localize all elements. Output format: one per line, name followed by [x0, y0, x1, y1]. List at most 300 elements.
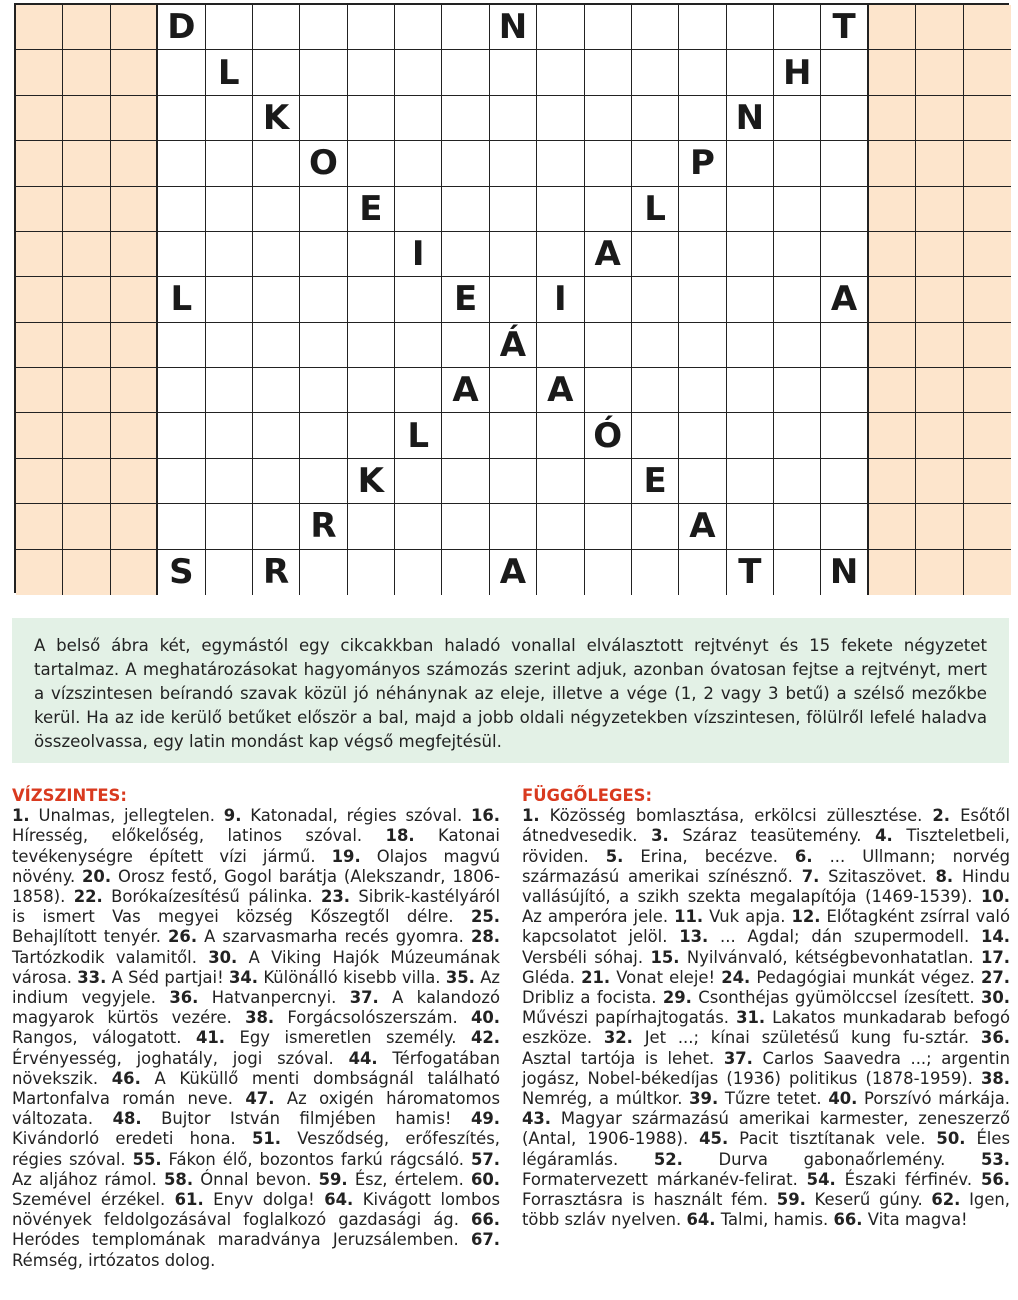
grid-cell[interactable]	[158, 141, 205, 186]
grid-cell[interactable]	[158, 50, 205, 95]
grid-cell[interactable]	[679, 550, 726, 595]
grid-cell[interactable]	[300, 187, 347, 232]
side-cell[interactable]	[964, 232, 1011, 277]
grid-cell[interactable]	[679, 413, 726, 458]
grid-cell[interactable]	[206, 232, 253, 277]
grid-cell[interactable]	[348, 232, 395, 277]
grid-cell[interactable]	[253, 232, 300, 277]
grid-cell[interactable]	[774, 504, 821, 549]
grid-cell[interactable]	[490, 413, 537, 458]
grid-cell[interactable]	[679, 277, 726, 322]
grid-cell[interactable]	[442, 504, 489, 549]
grid-cell[interactable]	[727, 187, 774, 232]
grid-cell[interactable]	[679, 50, 726, 95]
grid-cell[interactable]	[395, 459, 442, 504]
grid-cell[interactable]	[727, 141, 774, 186]
grid-cell[interactable]	[395, 187, 442, 232]
side-cell[interactable]	[916, 277, 963, 322]
clue-number: 21.	[581, 967, 611, 987]
grid-cell[interactable]	[821, 187, 868, 232]
grid-cell[interactable]	[158, 459, 205, 504]
grid-cell[interactable]	[537, 232, 584, 277]
grid-cell[interactable]	[253, 459, 300, 504]
grid-cell[interactable]	[679, 368, 726, 413]
grid-cell[interactable]	[537, 413, 584, 458]
grid-cell[interactable]: T	[821, 5, 868, 50]
side-cell[interactable]	[916, 232, 963, 277]
grid-cell[interactable]	[821, 323, 868, 368]
grid-cell[interactable]	[206, 504, 253, 549]
grid-cell[interactable]: H	[774, 50, 821, 95]
grid-cell[interactable]	[206, 368, 253, 413]
grid-cell[interactable]	[490, 141, 537, 186]
clue-number: 17.	[980, 947, 1011, 967]
side-cell[interactable]	[916, 368, 963, 413]
side-cell[interactable]	[63, 141, 110, 186]
side-cell[interactable]	[964, 96, 1011, 141]
grid-cell[interactable]	[300, 232, 347, 277]
grid-cell[interactable]	[300, 413, 347, 458]
side-cell[interactable]	[916, 96, 963, 141]
grid-cell[interactable]	[537, 50, 584, 95]
side-cell[interactable]	[916, 459, 963, 504]
grid-cell[interactable]: D	[158, 5, 205, 50]
grid-cell[interactable]: N	[821, 550, 868, 595]
grid-cell[interactable]	[679, 232, 726, 277]
side-cell[interactable]	[964, 504, 1011, 549]
side-cell[interactable]	[964, 459, 1011, 504]
grid-cell[interactable]	[537, 323, 584, 368]
grid-cell[interactable]: A	[442, 368, 489, 413]
side-cell[interactable]	[111, 459, 158, 504]
clue-number: 37.	[723, 1048, 753, 1068]
clue-text: Kivándorló eredeti hona.	[12, 1129, 236, 1149]
grid-cell[interactable]	[679, 5, 726, 50]
side-cell[interactable]	[16, 459, 63, 504]
grid-cell[interactable]	[632, 504, 679, 549]
grid-cell[interactable]	[442, 5, 489, 50]
side-cell[interactable]	[63, 187, 110, 232]
side-cell[interactable]	[111, 5, 158, 50]
side-cell[interactable]	[869, 232, 916, 277]
side-cell[interactable]	[869, 459, 916, 504]
grid-cell[interactable]	[442, 141, 489, 186]
side-cell[interactable]	[16, 277, 63, 322]
side-cell[interactable]	[63, 550, 110, 595]
side-cell[interactable]	[16, 50, 63, 95]
grid-cell[interactable]: A	[490, 550, 537, 595]
grid-cell[interactable]	[348, 413, 395, 458]
grid-cell[interactable]	[679, 459, 726, 504]
side-cell[interactable]	[63, 5, 110, 50]
side-cell[interactable]	[869, 96, 916, 141]
grid-cell[interactable]	[632, 368, 679, 413]
grid-cell[interactable]	[253, 413, 300, 458]
grid-cell[interactable]	[442, 50, 489, 95]
clue	[604, 1028, 969, 1047]
side-cell[interactable]	[16, 141, 63, 186]
side-cell[interactable]	[869, 5, 916, 50]
side-cell[interactable]	[111, 96, 158, 141]
grid-cell[interactable]	[490, 50, 537, 95]
grid-cell[interactable]	[442, 232, 489, 277]
clue-text: Vonat eleje!	[616, 967, 716, 987]
side-cell[interactable]	[916, 5, 963, 50]
grid-cell[interactable]: I	[395, 232, 442, 277]
grid-cell[interactable]	[490, 277, 537, 322]
grid-cell[interactable]: Á	[490, 323, 537, 368]
grid-cell[interactable]	[253, 277, 300, 322]
grid-cell[interactable]	[253, 368, 300, 413]
grid-cell[interactable]	[537, 141, 584, 186]
grid-cell[interactable]	[537, 459, 584, 504]
grid-cell[interactable]	[727, 323, 774, 368]
grid-cell[interactable]: A	[679, 504, 726, 549]
grid-cell[interactable]	[632, 550, 679, 595]
side-cell[interactable]	[111, 232, 158, 277]
side-cell[interactable]	[16, 323, 63, 368]
grid-cell[interactable]	[300, 50, 347, 95]
grid-cell[interactable]	[206, 5, 253, 50]
grid-cell[interactable]	[821, 413, 868, 458]
clue-text: Formatervezett márkanév-felirat.	[522, 1169, 798, 1189]
grid-cell[interactable]	[253, 323, 300, 368]
grid-cell[interactable]	[253, 504, 300, 549]
grid-cell[interactable]	[632, 96, 679, 141]
grid-cell[interactable]	[348, 141, 395, 186]
side-cell[interactable]	[964, 277, 1011, 322]
grid-cell[interactable]: A	[585, 232, 632, 277]
grid-cell[interactable]	[300, 550, 347, 595]
grid-cell[interactable]: R	[300, 504, 347, 549]
grid-cell[interactable]	[158, 187, 205, 232]
grid-cell[interactable]	[632, 323, 679, 368]
side-cell[interactable]	[964, 50, 1011, 95]
grid-cell[interactable]: L	[158, 277, 205, 322]
side-cell[interactable]	[63, 50, 110, 95]
grid-cell[interactable]	[585, 5, 632, 50]
grid-cell[interactable]	[442, 187, 489, 232]
side-cell[interactable]	[111, 550, 158, 595]
grid-cell[interactable]	[632, 413, 679, 458]
side-cell[interactable]	[869, 187, 916, 232]
side-cell[interactable]	[916, 141, 963, 186]
side-cell[interactable]	[63, 277, 110, 322]
grid-cell[interactable]	[395, 96, 442, 141]
grid-cell[interactable]	[206, 323, 253, 368]
grid-cell[interactable]	[442, 96, 489, 141]
clue-text: Tűzre tetet.	[724, 1089, 822, 1109]
side-cell[interactable]	[869, 368, 916, 413]
side-cell[interactable]	[16, 550, 63, 595]
grid-cell[interactable]	[774, 459, 821, 504]
side-cell[interactable]	[916, 187, 963, 232]
grid-cell[interactable]: O	[300, 141, 347, 186]
grid-cell[interactable]	[348, 96, 395, 141]
grid-cell[interactable]	[821, 459, 868, 504]
side-cell[interactable]	[63, 323, 110, 368]
grid-cell[interactable]	[253, 187, 300, 232]
side-cell[interactable]	[111, 277, 158, 322]
grid-cell[interactable]	[727, 50, 774, 95]
side-cell[interactable]	[916, 50, 963, 95]
side-cell[interactable]	[16, 187, 63, 232]
grid-cell[interactable]	[632, 232, 679, 277]
grid-cell[interactable]	[727, 277, 774, 322]
clue	[663, 988, 975, 1007]
grid-cell[interactable]	[727, 504, 774, 549]
grid-cell[interactable]	[490, 232, 537, 277]
grid-cell[interactable]	[348, 504, 395, 549]
clue-number: 34.	[228, 967, 259, 987]
clue-text: Bujtor István filmjében hamis!	[161, 1109, 452, 1129]
grid-cell[interactable]: P	[679, 141, 726, 186]
clue-number: 16.	[470, 806, 501, 826]
side-cell[interactable]	[964, 550, 1011, 595]
grid-cell[interactable]	[395, 368, 442, 413]
grid-cell[interactable]	[253, 50, 300, 95]
grid-cell[interactable]	[632, 50, 679, 95]
grid-cell[interactable]	[206, 550, 253, 595]
grid-cell[interactable]	[585, 187, 632, 232]
grid-cell[interactable]	[348, 50, 395, 95]
side-cell[interactable]	[869, 50, 916, 95]
clue-text: Az aljához rámol.	[12, 1169, 157, 1189]
grid-cell[interactable]	[679, 187, 726, 232]
side-cell[interactable]	[16, 232, 63, 277]
side-cell[interactable]	[63, 504, 110, 549]
grid-cell[interactable]: K	[348, 459, 395, 504]
side-cell[interactable]	[63, 96, 110, 141]
grid-cell[interactable]	[490, 187, 537, 232]
grid-cell[interactable]	[206, 459, 253, 504]
side-cell[interactable]	[964, 413, 1011, 458]
grid-cell[interactable]	[395, 50, 442, 95]
grid-cell[interactable]	[300, 277, 347, 322]
grid-cell[interactable]	[821, 504, 868, 549]
grid-cell[interactable]	[490, 504, 537, 549]
side-cell[interactable]	[63, 232, 110, 277]
grid-cell[interactable]	[774, 5, 821, 50]
grid-cell[interactable]: K	[253, 96, 300, 141]
side-cell[interactable]	[869, 141, 916, 186]
grid-cell[interactable]: T	[727, 550, 774, 595]
side-cell[interactable]	[964, 323, 1011, 368]
side-cell[interactable]	[63, 459, 110, 504]
grid-cell[interactable]	[774, 323, 821, 368]
grid-cell[interactable]	[585, 323, 632, 368]
side-cell[interactable]	[964, 5, 1011, 50]
side-cell[interactable]	[869, 323, 916, 368]
side-cell[interactable]	[869, 550, 916, 595]
grid-cell[interactable]: E	[632, 459, 679, 504]
side-cell[interactable]	[16, 504, 63, 549]
grid-cell[interactable]	[253, 141, 300, 186]
grid-cell[interactable]	[442, 323, 489, 368]
grid-cell[interactable]	[348, 323, 395, 368]
grid-cell[interactable]	[206, 413, 253, 458]
grid-cell[interactable]	[585, 50, 632, 95]
grid-cell[interactable]	[158, 504, 205, 549]
grid-cell[interactable]	[679, 323, 726, 368]
grid-cell[interactable]	[442, 413, 489, 458]
side-cell[interactable]	[111, 368, 158, 413]
grid-cell[interactable]	[300, 5, 347, 50]
side-cell[interactable]	[916, 323, 963, 368]
grid-cell[interactable]	[774, 550, 821, 595]
grid-cell[interactable]	[348, 368, 395, 413]
grid-cell[interactable]	[490, 96, 537, 141]
side-cell[interactable]	[111, 413, 158, 458]
grid-cell[interactable]: L	[206, 50, 253, 95]
clue-number: 9.	[223, 806, 242, 826]
grid-cell[interactable]	[585, 550, 632, 595]
clue-number: 23.	[320, 887, 351, 907]
grid-cell[interactable]	[632, 277, 679, 322]
grid-cell[interactable]	[206, 277, 253, 322]
grid-cell[interactable]	[727, 368, 774, 413]
clue	[802, 867, 927, 886]
grid-cell[interactable]: A	[821, 277, 868, 322]
grid-cell[interactable]	[774, 232, 821, 277]
grid-cell[interactable]	[774, 368, 821, 413]
grid-cell[interactable]: S	[158, 550, 205, 595]
grid-cell[interactable]: L	[632, 187, 679, 232]
side-cell[interactable]	[916, 550, 963, 595]
clue-text: Hatvanpercnyi.	[211, 988, 337, 1008]
side-cell[interactable]	[964, 187, 1011, 232]
down-clue-list	[522, 806, 1010, 1230]
grid-cell[interactable]	[206, 96, 253, 141]
grid-cell[interactable]: N	[490, 5, 537, 50]
grid-cell[interactable]	[774, 96, 821, 141]
side-cell[interactable]	[111, 187, 158, 232]
side-cell[interactable]	[964, 368, 1011, 413]
grid-cell[interactable]	[158, 96, 205, 141]
clue-text: Tartózkodik valamitől.	[12, 947, 197, 967]
grid-cell[interactable]	[537, 96, 584, 141]
side-cell[interactable]	[111, 50, 158, 95]
side-cell[interactable]	[916, 504, 963, 549]
grid-cell[interactable]	[300, 368, 347, 413]
grid-cell[interactable]	[158, 368, 205, 413]
grid-cell[interactable]	[490, 459, 537, 504]
grid-cell[interactable]	[206, 141, 253, 186]
grid-cell[interactable]	[727, 413, 774, 458]
side-cell[interactable]	[16, 413, 63, 458]
grid-cell[interactable]	[774, 413, 821, 458]
grid-cell[interactable]	[537, 550, 584, 595]
grid-cell[interactable]	[537, 504, 584, 549]
side-cell[interactable]	[111, 504, 158, 549]
grid-cell[interactable]	[395, 550, 442, 595]
grid-cell[interactable]	[348, 5, 395, 50]
side-cell[interactable]	[111, 323, 158, 368]
side-cell[interactable]	[16, 368, 63, 413]
grid-cell[interactable]	[585, 277, 632, 322]
grid-cell[interactable]	[585, 141, 632, 186]
grid-cell[interactable]	[158, 232, 205, 277]
grid-cell[interactable]	[537, 5, 584, 50]
grid-cell[interactable]	[821, 50, 868, 95]
grid-cell[interactable]	[727, 459, 774, 504]
grid-cell[interactable]	[490, 368, 537, 413]
grid-cell[interactable]: L	[395, 413, 442, 458]
clue-number: 46.	[111, 1068, 141, 1088]
grid-cell[interactable]	[774, 277, 821, 322]
grid-cell[interactable]	[727, 232, 774, 277]
grid-cell[interactable]	[632, 141, 679, 186]
grid-cell[interactable]	[395, 5, 442, 50]
grid-cell[interactable]	[300, 323, 347, 368]
side-cell[interactable]	[869, 277, 916, 322]
grid-cell[interactable]	[821, 141, 868, 186]
grid-cell[interactable]	[253, 5, 300, 50]
clue-text: ... Ullmann; norvég származású amerikai színésznő.	[522, 846, 1010, 886]
grid-cell[interactable]: E	[348, 187, 395, 232]
grid-cell[interactable]: I	[537, 277, 584, 322]
grid-cell[interactable]	[585, 504, 632, 549]
side-cell[interactable]	[111, 141, 158, 186]
grid-cell[interactable]	[585, 96, 632, 141]
grid-cell[interactable]	[821, 368, 868, 413]
side-cell[interactable]	[869, 504, 916, 549]
grid-cell[interactable]	[158, 323, 205, 368]
grid-cell[interactable]	[395, 504, 442, 549]
grid-cell[interactable]	[395, 141, 442, 186]
clue	[133, 1150, 464, 1169]
side-cell[interactable]	[916, 413, 963, 458]
clue-number: 26.	[168, 927, 198, 947]
grid-cell[interactable]	[821, 96, 868, 141]
grid-cell[interactable]	[727, 5, 774, 50]
grid-cell[interactable]: E	[442, 277, 489, 322]
clue	[12, 806, 215, 825]
side-cell[interactable]	[16, 96, 63, 141]
grid-cell[interactable]	[348, 277, 395, 322]
grid-cell[interactable]	[300, 96, 347, 141]
grid-cell[interactable]: R	[253, 550, 300, 595]
grid-cell[interactable]	[585, 368, 632, 413]
grid-cell[interactable]: A	[537, 368, 584, 413]
grid-cell[interactable]	[537, 187, 584, 232]
grid-cell[interactable]	[632, 5, 679, 50]
clue-number: 33.	[77, 967, 107, 987]
side-cell[interactable]	[63, 368, 110, 413]
clue-text: Sibrik-kastélyáról is ismert Vas megyei község Kőszegtől délre.	[12, 887, 501, 927]
grid-cell[interactable]: N	[727, 96, 774, 141]
grid-cell[interactable]	[206, 187, 253, 232]
grid-cell[interactable]	[679, 96, 726, 141]
side-cell[interactable]	[869, 413, 916, 458]
grid-cell[interactable]	[442, 459, 489, 504]
grid-cell[interactable]	[395, 277, 442, 322]
grid-cell[interactable]	[821, 232, 868, 277]
clue-number: 66.	[833, 1210, 863, 1230]
side-cell[interactable]	[964, 141, 1011, 186]
grid-cell[interactable]	[158, 413, 205, 458]
grid-cell[interactable]: Ó	[585, 413, 632, 458]
grid-cell[interactable]	[348, 550, 395, 595]
side-cell[interactable]	[16, 5, 63, 50]
side-cell[interactable]	[63, 413, 110, 458]
grid-cell[interactable]	[300, 459, 347, 504]
grid-cell[interactable]	[395, 323, 442, 368]
grid-cell[interactable]	[442, 550, 489, 595]
grid-cell[interactable]	[774, 141, 821, 186]
grid-cell[interactable]	[774, 187, 821, 232]
grid-cell[interactable]	[585, 459, 632, 504]
